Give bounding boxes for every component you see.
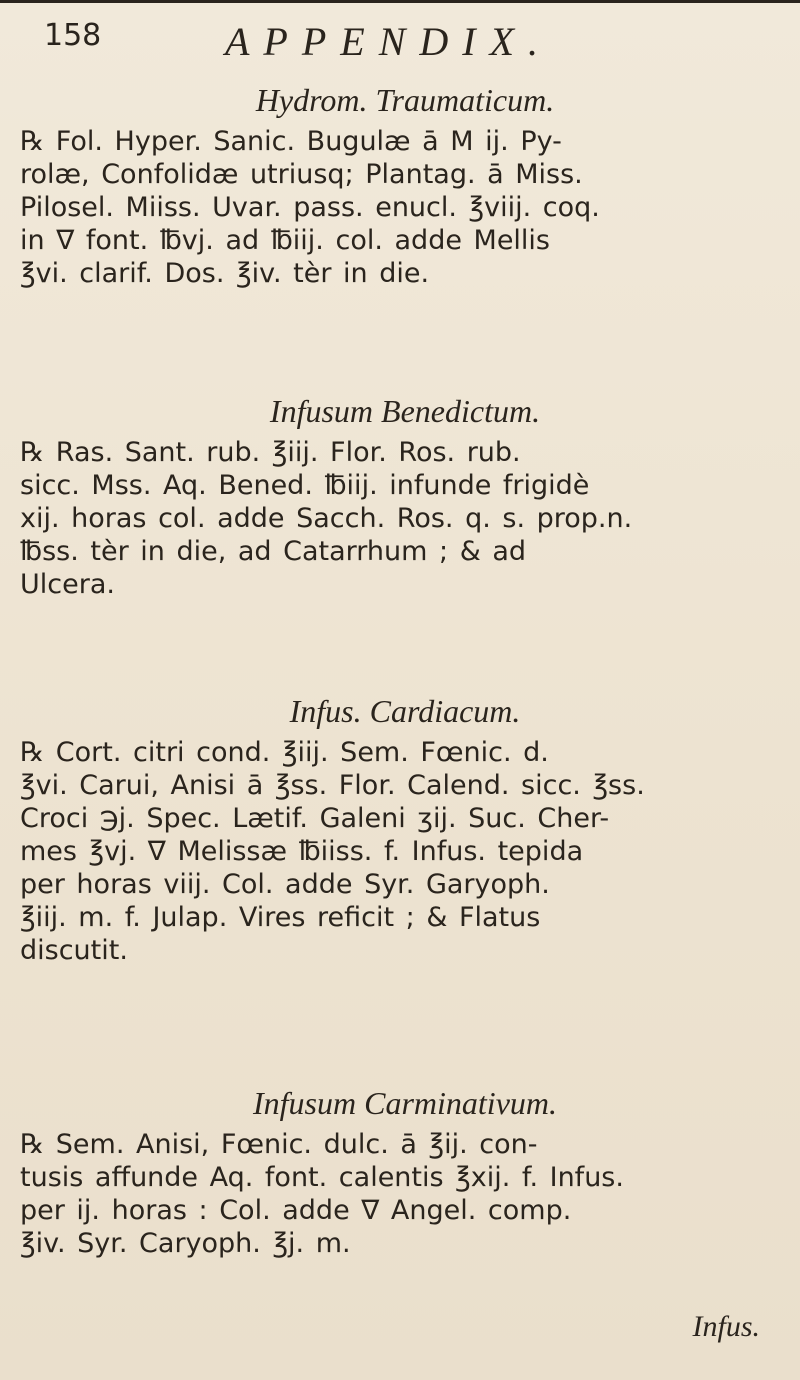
text-line: ℞ Sem. Anisi, Fœnic. dulc. ā ℥ij. con- <box>20 1129 538 1160</box>
text-line: ℞ Ras. Sant. rub. ℥iij. Flor. Ros. rub. <box>20 437 521 468</box>
text-line: ℥iij. m. f. Julap. Vires reficit ; & Flatus <box>20 902 541 933</box>
text-line: Pilosel. Miiss. Uvar. pass. enucl. ℥viij. coq. <box>20 192 600 223</box>
page-number: 158 <box>44 18 102 53</box>
text-line: ℞ Fol. Hyper. Sanic. Bugulæ ā M ij. Py- <box>20 126 562 157</box>
recipe-title: Infusum Carminativum. <box>253 1085 557 1121</box>
recipe-infusum-benedictum <box>20 393 790 601</box>
recipe-body <box>20 436 790 601</box>
recipe-infusum-carminativum <box>20 1085 790 1260</box>
recipe-body <box>20 1128 790 1260</box>
recipe-infus-cardiacum <box>20 693 790 967</box>
recipe-title: Infus. Cardiacum. <box>289 693 521 729</box>
text-line: ℞ Cort. citri cond. ℥iij. Sem. Fœnic. d. <box>20 737 549 768</box>
text-line: ℥vi. Carui, Anisi ā ℥ss. Flor. Calend. sicc. ℥ss. <box>20 770 645 801</box>
text-line: xij. horas col. adde Sacch. Ros. q. s. prop.n. <box>20 503 633 534</box>
recipe-body <box>20 736 790 967</box>
text-line: in ∇ font. ℔vj. ad ℔iij. col. adde Mellis <box>20 225 550 256</box>
recipe-body <box>20 125 790 290</box>
text-line: discutit. <box>20 935 128 966</box>
top-rule <box>0 0 800 3</box>
text-line: Croci ℈j. Spec. Lætif. Galeni ʒij. Suc. Cher- <box>20 803 610 834</box>
running-head: APPENDIX. <box>225 19 553 64</box>
catchword: Infus. <box>692 1310 760 1343</box>
recipe-title: Infusum Benedictum. <box>269 393 541 429</box>
text-line: mes ℥vj. ∇ Melissæ ℔iiss. f. Infus. tepida <box>20 836 584 867</box>
text-line: ℥iv. Syr. Caryoph. ℥j. m. <box>20 1228 351 1259</box>
text-line: rolæ, Confolidæ utriusq; Plantag. ā Miss. <box>20 159 583 190</box>
recipe-hydrom-traumaticum <box>20 82 790 290</box>
text-line: sicc. Mss. Aq. Bened. ℔iij. infunde frigidè <box>20 470 590 501</box>
text-line: per horas viij. Col. adde Syr. Garyoph. <box>20 869 550 900</box>
text-line: Ulcera. <box>20 569 115 600</box>
recipe-title: Hydrom. Traumaticum. <box>255 82 555 118</box>
text-line: ℥vi. clarif. Dos. ℥iv. tèr in die. <box>20 258 430 289</box>
text-line: tusis affunde Aq. font. calentis ℥xij. f. Infus. <box>20 1162 624 1193</box>
text-line: per ij. horas : Col. adde ∇ Angel. comp. <box>20 1195 572 1226</box>
text-line: ℔ss. tèr in die, ad Catarrhum ; & ad <box>20 536 527 567</box>
